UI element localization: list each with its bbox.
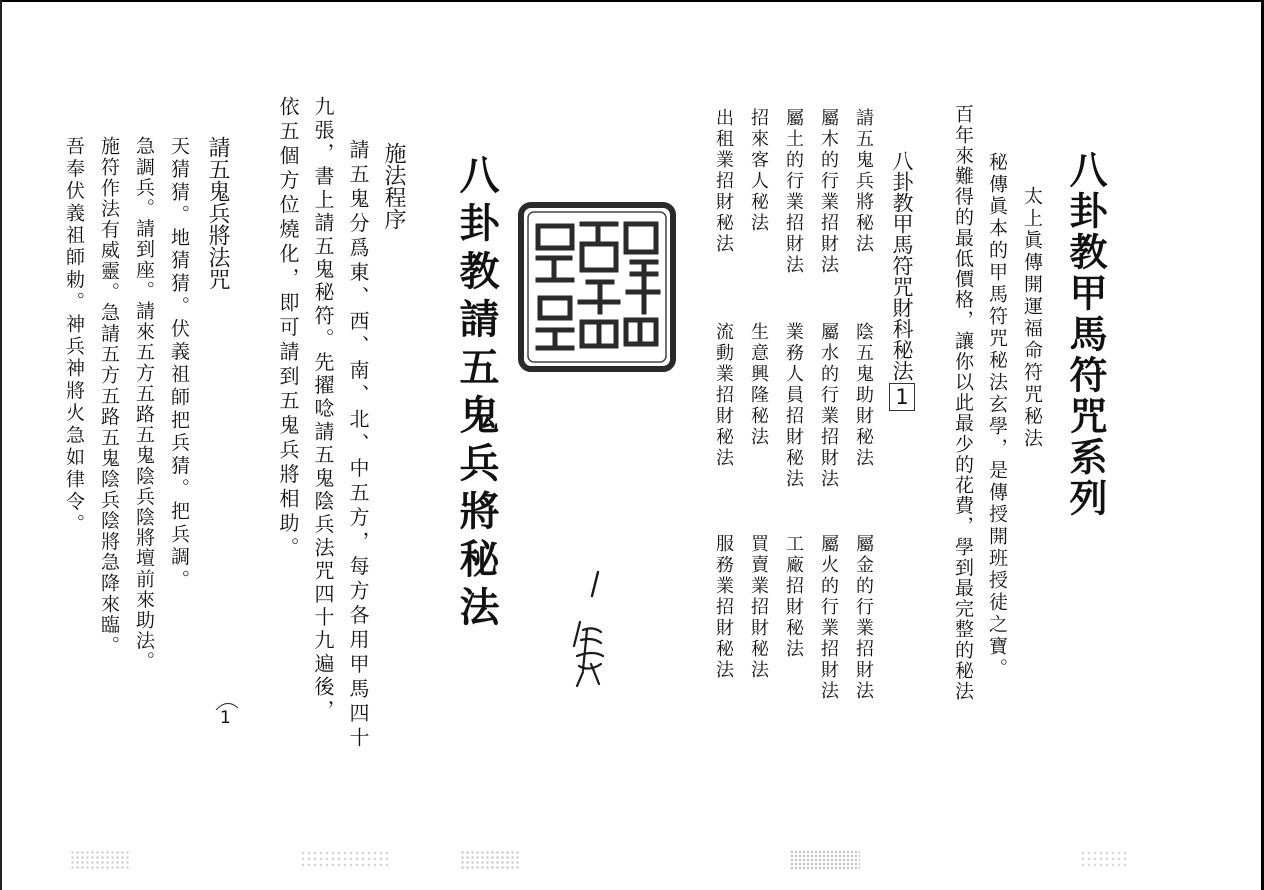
page-title: 八卦教請五鬼兵將秘法 (453, 154, 499, 634)
procedure-line-1: 請五鬼分爲東、西、南、北、中五方，每方各用甲馬四十 (346, 139, 370, 752)
page-number (214, 698, 240, 734)
method-item: 屬木的行業招財法 (818, 108, 839, 276)
section-title-text: 八卦教甲馬符咒財科秘法 (890, 150, 914, 381)
method-item: 業務人員招財秘法 (783, 322, 804, 490)
handwritten-signature (565, 568, 611, 694)
scan-smudge (300, 850, 390, 870)
subtitle: 太上眞傳開運福命符咒秘法 (1021, 186, 1043, 450)
procedure-line-3: 依五個方位燒化，即可請到五鬼兵將相助。 (276, 96, 300, 562)
method-item: 屬水的行業招財法 (818, 322, 839, 490)
intro-line-2: 百年來難得的最低價格，讓你以此最少的花費，學到最完整的秘法 (952, 104, 974, 702)
method-item: 屬土的行業招財法 (783, 108, 804, 276)
page-number-text: 1 (220, 708, 231, 728)
section-number: 1 (890, 385, 914, 409)
method-item: 屬火的行業招財法 (818, 534, 839, 702)
scan-smudge (1080, 850, 1130, 870)
mantra-heading: 請五鬼兵將法咒 (205, 136, 230, 290)
method-item: 陰五鬼助財秘法 (853, 322, 874, 469)
scan-smudge (790, 850, 860, 870)
method-item: 買賣業招財秘法 (748, 534, 769, 681)
mantra-line-1: 天猜猜。地猜猜。伏義祖師把兵猜。把兵調。 (168, 136, 190, 592)
left-border (0, 0, 2, 890)
scan-smudge (460, 850, 520, 870)
procedure-heading: 施法程序 (381, 142, 406, 230)
scan-smudge (70, 850, 130, 870)
top-border (0, 0, 1264, 2)
method-item: 出租業招財秘法 (713, 108, 734, 255)
method-item: 屬金的行業招財法 (853, 534, 874, 702)
mantra-line-2: 急調兵。請到座。請來五方五路五鬼陰兵陰將壇前來助法。 (133, 136, 155, 672)
method-item: 服務業招財秘法 (713, 534, 734, 681)
method-item: 招來客人秘法 (748, 108, 769, 234)
series-title: 八卦教甲馬符咒系列 (1063, 150, 1107, 519)
seal-stamp (518, 202, 676, 372)
procedure-line-2: 九張，書上請五鬼秘符。先擢唸請五鬼陰兵法咒四十九遍後， (311, 96, 335, 723)
section-title (887, 150, 917, 411)
method-item: 流動業招財秘法 (713, 322, 734, 469)
method-item: 生意興隆秘法 (748, 322, 769, 448)
intro-line-1: 秘傳眞本的甲馬符咒秘法玄學，是傳授開班授徒之寶。 (986, 152, 1008, 680)
method-item: 工廠招財秘法 (783, 534, 804, 660)
mantra-line-4: 吾奉伏義祖師勅。神兵神將火急如律令。 (63, 136, 85, 536)
mantra-line-3: 施符作法有威靈。急請五方五路五鬼陰兵陰將急降來臨。 (98, 136, 120, 656)
method-item: 請五鬼兵將秘法 (853, 108, 874, 255)
